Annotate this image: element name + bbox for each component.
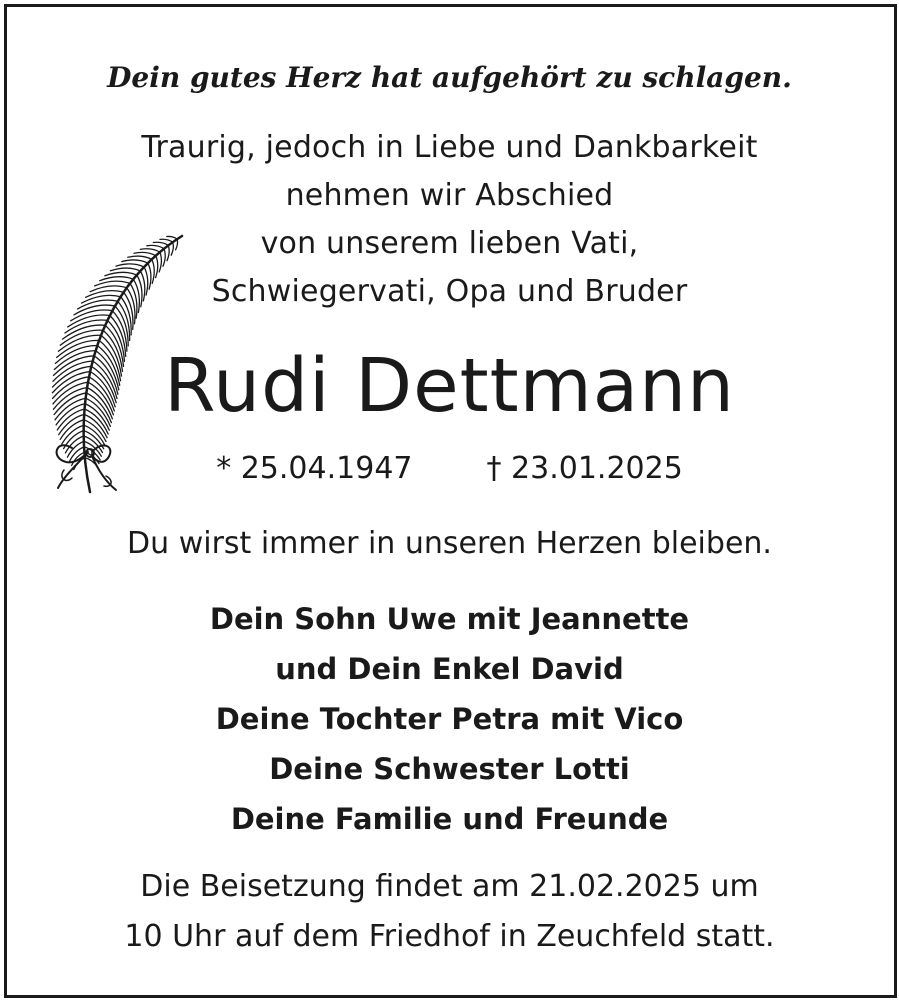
deceased-name: Rudi Dettmann (164, 343, 735, 429)
feather-barb (167, 236, 177, 239)
family-line: Deine Familie und Freunde (230, 802, 669, 836)
family-line: und Dein Enkel David (275, 652, 624, 686)
feather-barb (95, 281, 130, 286)
feather-barb (147, 245, 164, 248)
farewell-line: Du wirst immer in unseren Herzen bleiben. (127, 526, 772, 561)
feather-barb (153, 242, 168, 245)
feather-barb (156, 256, 158, 278)
life-dates (0, 446, 899, 492)
feather-barb (160, 239, 173, 242)
feather-barb (105, 272, 137, 275)
feather-barb (122, 260, 148, 263)
feather-barb (128, 256, 152, 259)
intro-line: Traurig, jedoch in Liebe und Dankbarkeit (141, 130, 758, 165)
intro-line: nehmen wir Abschied (285, 178, 614, 213)
feather-barb (134, 252, 156, 255)
feather-barb (159, 252, 161, 272)
feather-barb (152, 259, 154, 283)
intro-line: von unserem lieben Vati, (260, 226, 639, 261)
family-line: Deine Schwester Lotti (269, 752, 630, 786)
birth-date: * 25.04.1947 (216, 451, 413, 486)
feather-barb (100, 277, 134, 281)
burial-line: 10 Uhr auf dem Friedhof in Zeuchfeld statt. (124, 919, 775, 954)
family-line: Dein Sohn Uwe mit Jeannette (209, 602, 690, 636)
motto: Dein gutes Herz hat aufgehört zu schlagen. (107, 61, 792, 94)
burial-line: Die Beisetzung findet am 21.02.2025 um (140, 869, 759, 904)
feather-barb (140, 249, 160, 252)
death-date: † 23.01.2025 (486, 451, 683, 486)
intro-line: Schwiegervati, Opa und Bruder (211, 274, 688, 309)
feather-barb (116, 264, 144, 267)
feather-barb (148, 263, 151, 289)
feather-barb (110, 268, 140, 271)
feather-barb (163, 249, 165, 267)
family-line: Deine Tochter Petra mit Vico (215, 702, 684, 736)
